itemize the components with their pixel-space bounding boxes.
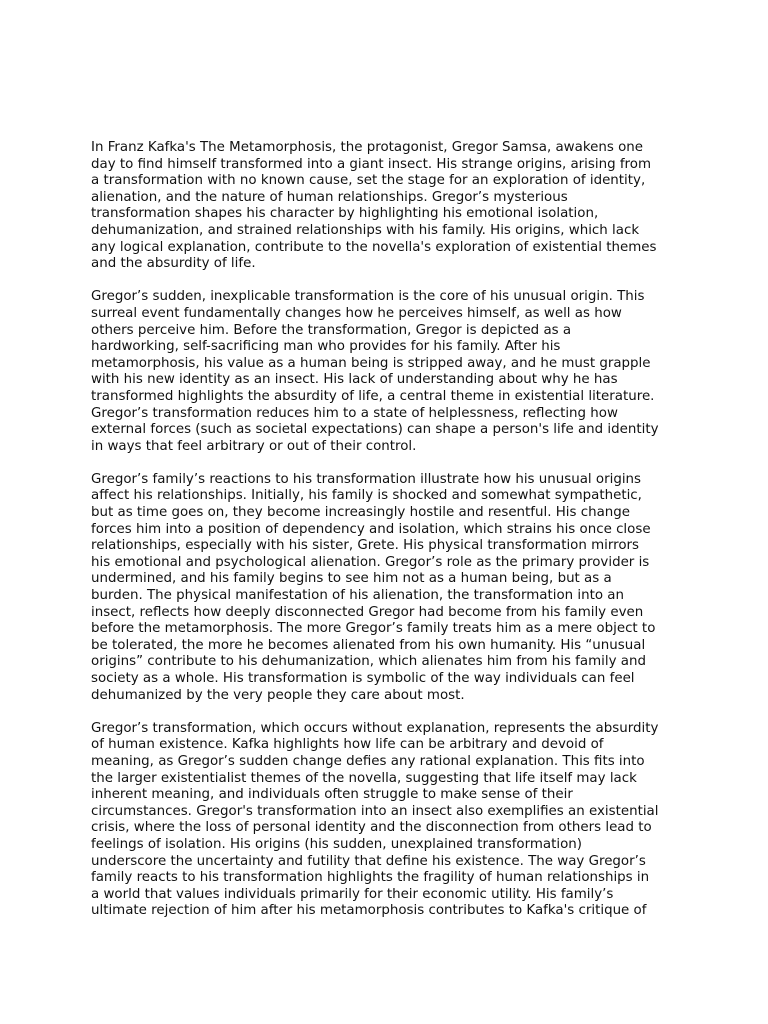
text-line: inherent meaning, and individuals often struggle to make sense of their [91, 787, 573, 803]
text-line: meaning, as Gregor’s sudden change defies any rational explanation. This fits into [91, 753, 645, 769]
text-line: day to find himself transformed into a giant insect. His strange origins, arising from [91, 156, 651, 172]
text-line: before the metamorphosis. The more Gregor’s family treats him as a mere object to [91, 621, 656, 637]
text-line: a world that values individuals primarily for their economic utility. His family’s [91, 886, 614, 902]
text-line: relationships, especially with his sister, Grete. His physical transformation mirrors [91, 538, 640, 554]
text-line: alienation, and the nature of human relationships. Gregor’s mysterious [91, 189, 568, 205]
text-line: Gregor’s transformation, which occurs without explanation, represents the absurdity [91, 720, 659, 736]
text-line: the larger existentialist themes of the novella, suggesting that life itself may lack [91, 770, 637, 786]
text-line: transformation shapes his character by highlighting his emotional isolation, [91, 206, 599, 222]
text-line: with his new identity as an insect. His lack of understanding about why he has [91, 372, 618, 388]
paragraph-4 [91, 721, 691, 920]
text-line: others perceive him. Before the transformation, Gregor is depicted as a [91, 322, 572, 338]
text-line: insect, reflects how deeply disconnected Gregor had become from his family even [91, 604, 644, 620]
text-line: dehumanized by the very people they care about most. [91, 687, 465, 703]
text-line: underscore the uncertainty and futility that define his existence. The way Gregor’s [91, 853, 646, 869]
paragraph-3 [91, 472, 691, 704]
text-line: metamorphosis, his value as a human being is stripped away, and he must grapple [91, 355, 651, 371]
text-line: dehumanization, and strained relationships with his family. His origins, which lack [91, 222, 640, 238]
text-line: Gregor’s family’s reactions to his transformation illustrate how his unusual origins [91, 471, 641, 487]
text-line: undermined, and his family begins to see him not as a human being, but as a [91, 571, 612, 587]
text-line: any logical explanation, contribute to the novella's exploration of existential themes [91, 239, 657, 255]
text-line: be tolerated, the more he becomes alienated from his own humanity. His “unusual [91, 637, 646, 653]
text-line: hardworking, self-sacrificing man who provides for his family. After his [91, 339, 561, 355]
text-line: forces him into a position of dependency and isolation, which strains his once close [91, 521, 651, 537]
text-line: circumstances. Gregor's transformation into an insect also exemplifies an existential [91, 803, 659, 819]
text-line: and the absurdity of life. [91, 256, 256, 272]
text-line: of human existence. Kafka highlights how life can be arbitrary and devoid of [91, 737, 604, 753]
text-line: Gregor’s sudden, inexplicable transformation is the core of his unusual origin. This [91, 289, 645, 305]
text-line: family reacts to his transformation highlights the fragility of human relationships in [91, 870, 650, 886]
essay-body [91, 140, 691, 937]
paragraph-2 [91, 289, 691, 455]
text-line: transformed highlights the absurdity of life, a central theme in existential literature. [91, 388, 655, 404]
text-line: ultimate rejection of him after his metamorphosis contributes to Kafka's critique of [91, 903, 647, 919]
text-line: a transformation with no known cause, set the stage for an exploration of identity, [91, 173, 646, 189]
text-line: origins” contribute to his dehumanization, which alienates him from his family and [91, 654, 646, 670]
text-line: feelings of isolation. His origins (his sudden, unexplained transformation) [91, 836, 582, 852]
text-line: in ways that feel arbitrary or out of their control. [91, 438, 417, 454]
text-line: but as time goes on, they become increasingly hostile and resentful. His change [91, 505, 631, 521]
text-line: external forces (such as societal expectations) can shape a person's life and identity [91, 422, 659, 438]
text-line: affect his relationships. Initially, his family is shocked and somewhat sympathetic, [91, 488, 642, 504]
text-line: society as a whole. His transformation is symbolic of the way individuals can feel [91, 671, 635, 686]
text-line: surreal event fundamentally changes how he perceives himself, as well as how [91, 305, 622, 321]
text-line: burden. The physical manifestation of his alienation, the transformation into an [91, 588, 624, 604]
text-line: his emotional and psychological alienation. Gregor’s role as the primary provider is [91, 554, 650, 570]
text-line: In Franz Kafka's The Metamorphosis, the protagonist, Gregor Samsa, awakens one [91, 140, 643, 155]
text-line: Gregor’s transformation reduces him to a state of helplessness, reflecting how [91, 405, 618, 421]
text-line: crisis, where the loss of personal identity and the disconnection from others lead to [91, 820, 652, 836]
paragraph-1 [91, 140, 691, 273]
